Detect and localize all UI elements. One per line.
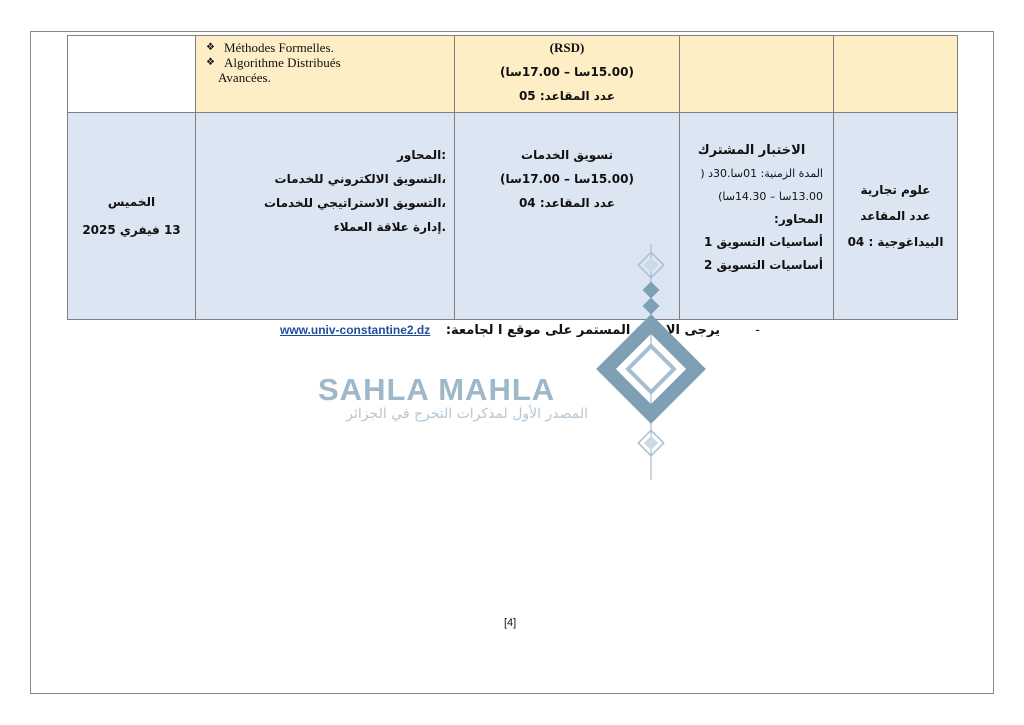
exam-code: (RSD) (549, 40, 585, 55)
specialty-seats: البيداغوجية : 04 (847, 235, 944, 249)
axis-item: ،التسويق الالكتروني للخدمات (274, 172, 446, 186)
exam-day: الخميس (107, 195, 156, 209)
exam-name: تسويق الخدمات (521, 148, 613, 162)
common-exam-cell-empty (680, 36, 834, 113)
exam-seats: عدد المقاعد: 05 (518, 89, 616, 103)
list-item: أساسيات التسويق 2 (704, 258, 823, 272)
table-row (68, 36, 958, 113)
exam-schedule-table (67, 35, 958, 320)
diamond-bullet-icon: ❖ (206, 57, 215, 68)
page-number: [4] (504, 617, 517, 629)
note-dash: - (755, 323, 760, 338)
axes-label: :المحاور (397, 148, 446, 162)
website-note-text: يرجى الاطلاع المستمر على موقع ا لجامعة: (445, 323, 720, 338)
exam-cell (455, 36, 680, 113)
list-item: أساسيات التسويق 1 (704, 235, 823, 249)
modules-list (196, 36, 454, 85)
watermark-subtitle: المصدر الأول لمذكرات التخرج في الجزائر (346, 406, 588, 422)
exam-time: (15.00سا – 17.00سا) (500, 65, 634, 79)
watermark (318, 372, 588, 422)
watermark-title: SAHLA MAHLA (318, 372, 556, 407)
specialty-cell (834, 113, 958, 320)
axis-item: ،التسويق الاستراتيجي للخدمات (264, 196, 446, 210)
specialty-cell-empty (834, 36, 958, 113)
list-item: ❖ Méthodes Formelles. (206, 40, 334, 55)
common-axes-label: المحاور: (774, 212, 823, 226)
common-exam-duration: المدة الزمنية: 01سا.30د ( (700, 167, 823, 180)
watermark-logo-icon (596, 244, 706, 480)
exam-date: 13 فيفري 2025 (82, 223, 181, 237)
exam-time: (15.00سا – 17.00سا) (500, 172, 634, 186)
diamond-bullet-icon: ❖ (206, 42, 215, 53)
specialty-seats-label: عدد المقاعد (860, 209, 931, 223)
list-item: Avancées. (218, 70, 271, 85)
exam-seats: عدد المقاعد: 04 (518, 196, 616, 210)
specialty-name: علوم تجارية (860, 183, 931, 197)
common-exam-time: 13.00سا – 14.30سا) (718, 190, 823, 203)
list-item: ❖ Algorithme Distribués (206, 55, 341, 70)
date-cell-empty (68, 36, 196, 113)
axes-cell (196, 113, 455, 320)
axis-item: .إدارة علاقة العملاء (333, 220, 446, 234)
common-exam-title: الاختبار المشترك (697, 143, 806, 158)
modules-cell (196, 36, 455, 113)
date-cell (68, 113, 196, 320)
university-website-link[interactable]: www.univ-constantine2.dz (280, 323, 431, 337)
table-row (68, 113, 958, 320)
